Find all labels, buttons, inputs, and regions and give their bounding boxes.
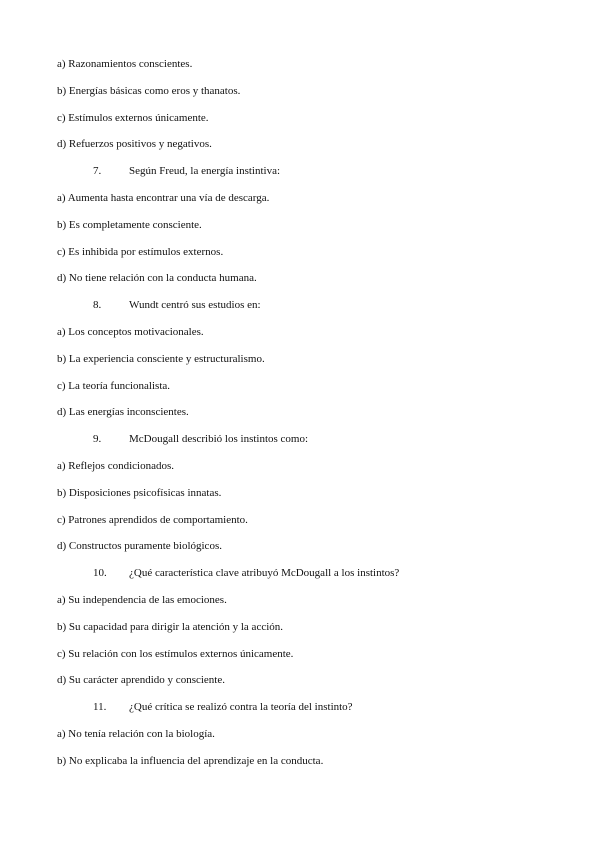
- question-text: McDougall describió los instintos como:: [129, 433, 309, 445]
- question-number: 8.: [93, 299, 102, 311]
- answer-option: a) Su independencia de las emociones.: [57, 594, 227, 606]
- question-text: ¿Qué crítica se realizó contra la teoría del instinto?: [129, 701, 353, 713]
- question-text: Wundt centró sus estudios en:: [129, 299, 261, 311]
- answer-option: d) Su carácter aprendido y consciente.: [57, 674, 225, 686]
- answer-option: b) Disposiciones psicofísicas innatas.: [57, 487, 222, 499]
- answer-option: b) Energías básicas como eros y thanatos.: [57, 85, 241, 97]
- question-number: 7.: [93, 165, 102, 177]
- answer-option: c) Patrones aprendidos de comportamiento.: [57, 514, 248, 526]
- answer-option: d) Las energías inconscientes.: [57, 406, 189, 418]
- question-number: 9.: [93, 433, 102, 445]
- answer-option: c) Su relación con los estímulos externos únicamente.: [57, 648, 294, 660]
- answer-option: b) Su capacidad para dirigir la atención y la acción.: [57, 621, 284, 633]
- answer-option: a) Razonamientos conscientes.: [57, 58, 193, 70]
- answer-option: d) Constructos puramente biológicos.: [57, 540, 222, 552]
- answer-option: b) La experiencia consciente y estructuralismo.: [57, 353, 265, 365]
- answer-option: b) Es completamente consciente.: [57, 219, 202, 231]
- question-text: Según Freud, la energía instintiva:: [129, 165, 281, 177]
- question-number: 11.: [93, 701, 107, 713]
- question-number: 10.: [93, 567, 107, 579]
- answer-option: b) No explicaba la influencia del aprendizaje en la conducta.: [57, 755, 324, 767]
- answer-option: d) Refuerzos positivos y negativos.: [57, 138, 212, 150]
- answer-option: a) Reflejos condicionados.: [57, 460, 174, 472]
- answer-option: a) Aumenta hasta encontrar una vía de descarga.: [57, 192, 270, 204]
- answer-option: a) Los conceptos motivacionales.: [57, 326, 204, 338]
- answer-option: c) Estímulos externos únicamente.: [57, 112, 209, 124]
- answer-option: c) La teoría funcionalista.: [57, 380, 171, 392]
- answer-option: a) No tenía relación con la biología.: [57, 728, 215, 740]
- answer-option: c) Es inhibida por estímulos externos.: [57, 246, 224, 258]
- answer-option: d) No tiene relación con la conducta humana.: [57, 272, 257, 284]
- question-text: ¿Qué característica clave atribuyó McDougall a los instintos?: [129, 567, 400, 579]
